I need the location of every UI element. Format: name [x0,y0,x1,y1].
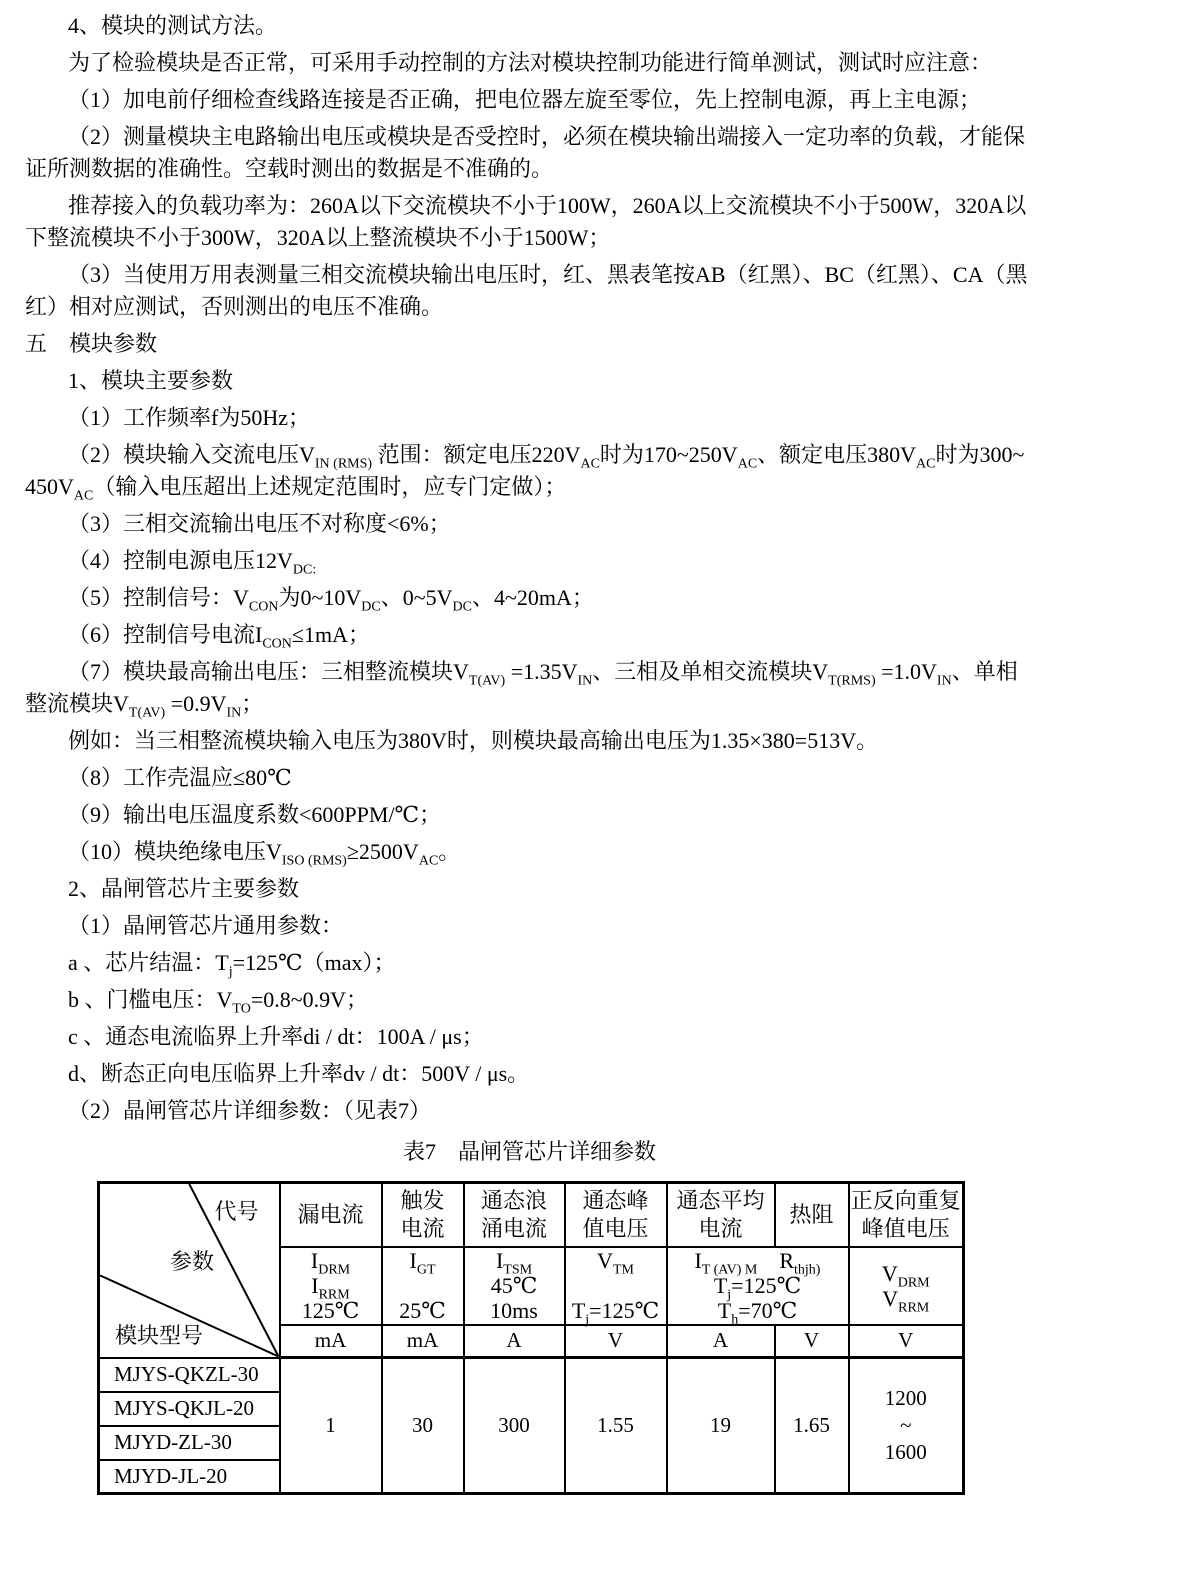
paragraph-param-4: （4）控制电源电压$12V_{DC:}$ [68,548,317,578]
paragraph-param-1: （1）工作频率f为50Hz； [68,405,310,430]
value-average-current: 19 [667,1358,775,1494]
paragraph-note-2: （2）测量模块主电路输出电压或模块是否受控时，必须在模块输出端接入一定功率的负载，才能保 证所测数据的准确性。空载时测出的数据是不准确的。 [25,124,1026,181]
col-header-average-current: 通态平均 电流 [667,1183,775,1247]
paragraph-param-8: （8）工作壳温应≤80℃ [68,765,292,790]
value-thermal: 1.65 [775,1358,849,1494]
col-header-surge-current: 通态浪 涌电流 [464,1183,565,1247]
paragraph-param-6: （6）控制信号电流$I_{CON}\le 1mA$； [68,622,370,652]
paragraph-param-3: （3）三相交流输出电压不对称度<6%； [68,511,451,536]
paragraph-param-5: （5）控制信号：$V_{CON}$为$0\sim 10V_{DC}$、$0\sim 5V_{DC}$、4~20mA； [68,585,594,615]
paragraph-example: 例如：当三相整流模块输入电压为380V时，则模块最高输出电压为1.35×380=513V。 [68,728,879,753]
unit-average-current: A [667,1325,775,1358]
model-cell: MJYD-ZL-30 [99,1426,280,1460]
symbol-vdrm-vrrm: $V_{DRM}$ $V_{RRM}$ [849,1247,964,1325]
paragraph-test-method-heading: 4、模块的测试方法。 [68,13,278,38]
unit-surge: A [464,1325,565,1358]
paragraph-intro: 为了检验模块是否正常，可采用手动控制的方法对模块控制功能进行简单测试，测试时应注意： [68,50,993,75]
paragraph-main-params-heading: 1、模块主要参数 [68,368,234,393]
corner-label-model: 模块型号 [115,1322,204,1348]
model-cell: MJYS-QKJL-20 [99,1392,280,1426]
value-voltage-range: 1200 ~ 1600 [849,1358,964,1494]
col-header-thermal-resistance: 热阻 [775,1183,849,1247]
col-header-leakage-current: 漏电流 [280,1183,382,1247]
symbol-vtm: $V_{TM}$ $T_j=125℃$ [565,1247,667,1325]
symbol-itsm: $I_{TSM}$ 45℃ 10ms [464,1247,565,1325]
table-caption: 表7 晶闸管芯片详细参数 [402,1139,656,1164]
paragraph-note-1: （1）加电前仔细检查线路连接是否正确，把电位器左旋至零位，先上控制电源，再上主电源； [68,87,982,112]
unit-trigger: mA [382,1325,464,1358]
symbol-itav-rth: $I_{T (AV) M}$ $R_{thjh)}$ $T_j=125℃$ $T_h=70℃$ [667,1247,849,1325]
value-peak-voltage: 1.55 [565,1358,667,1494]
model-cell: MJYS-QKZL-30 [99,1358,280,1392]
paragraph-chip-general: （1）晶闸管芯片通用参数： [68,913,344,938]
value-trigger: 30 [382,1358,464,1494]
corner-label-code: 代号 [214,1199,259,1224]
corner-label-parameter: 参数 [170,1249,215,1274]
paragraph-param-10: （10）模块绝缘电压$V_{ISO (RMS)}\ge 2500V_{AC}$。 [68,839,461,869]
paragraph-param-2: （2）模块输入交流电压$V_{IN (RMS)}$ 范围：额定电压$220V_{AC}$时为$170\sim 250V_{AC}$、额定电压$380V_{AC}$时为300~ $450V_{AC}$（输入电压超出上述规定范围时，应专门定做）； [25,442,1025,504]
corner-cell [99,1183,280,1358]
paragraph-chip-c: c 、通态电流临界上升率di / dt：100A / μs； [68,1024,484,1049]
col-header-repetitive-peak-voltage: 正反向重复 峰值电压 [849,1183,964,1247]
table-row [99,1358,964,1392]
table7-thyristor-chip-parameters [97,1181,965,1495]
value-surge: 300 [464,1358,565,1494]
unit-repetitive-voltage: V [849,1325,964,1358]
paragraph-chip-params-heading: 2、晶闸管芯片主要参数 [68,876,300,901]
paragraph-note-3: （3）当使用万用表测量三相交流模块输出电压时，红、黑表笔按AB（红黑）、BC（红黑）、CA（黑 红）相对应测试，否则测出的电压不准确。 [25,262,1028,319]
paragraph-chip-detail-ref: （2）晶闸管芯片详细参数：（见表7） [68,1098,432,1123]
unit-thermal: V [775,1325,849,1358]
symbol-igt: $I_{GT}$ 25℃ [382,1247,464,1325]
paragraph-param-9: （9）输出电压温度系数<600PPM/℃； [68,802,442,827]
paragraph-param-7: （7）模块最高输出电压：三相整流模块$V_{T(AV)} =1.35V_{IN}$、三相及单相交流模块$V_{T(RMS)} =1.0V_{IN}$、单相 整流模块$V_{T(AV)} =0.9V_{IN}$； [25,659,1018,721]
col-header-peak-voltage: 通态峰 值电压 [565,1183,667,1247]
paragraph-chip-b: b 、门槛电压：$V_{TO}=0.8\sim 0.9V$； [68,987,369,1017]
unit-peak-voltage: V [565,1325,667,1358]
symbol-idrm-irrm: $I_{DRM}$ $I_{RRM}$ 125℃ [280,1247,382,1325]
unit-leakage: mA [280,1325,382,1358]
model-cell: MJYD-JL-20 [99,1460,280,1494]
section-heading-module-parameters: 五 模块参数 [25,331,158,356]
col-header-trigger-current: 触发 电流 [382,1183,464,1247]
value-leakage: 1 [280,1358,382,1494]
paragraph-load-power: 推荐接入的负载功率为：260A以下交流模块不小于100W，260A以上交流模块不小于500W，320A以 下整流模块不小于300W，320A以上整流模块不小于1500W； [25,193,1027,250]
paragraph-chip-d: d、断态正向电压临界上升率dv / dt：500V / μs。 [68,1061,530,1086]
paragraph-chip-a: a 、芯片结温：$T_j=125℃(\max)$； [68,950,396,980]
table-header-row [99,1183,964,1247]
